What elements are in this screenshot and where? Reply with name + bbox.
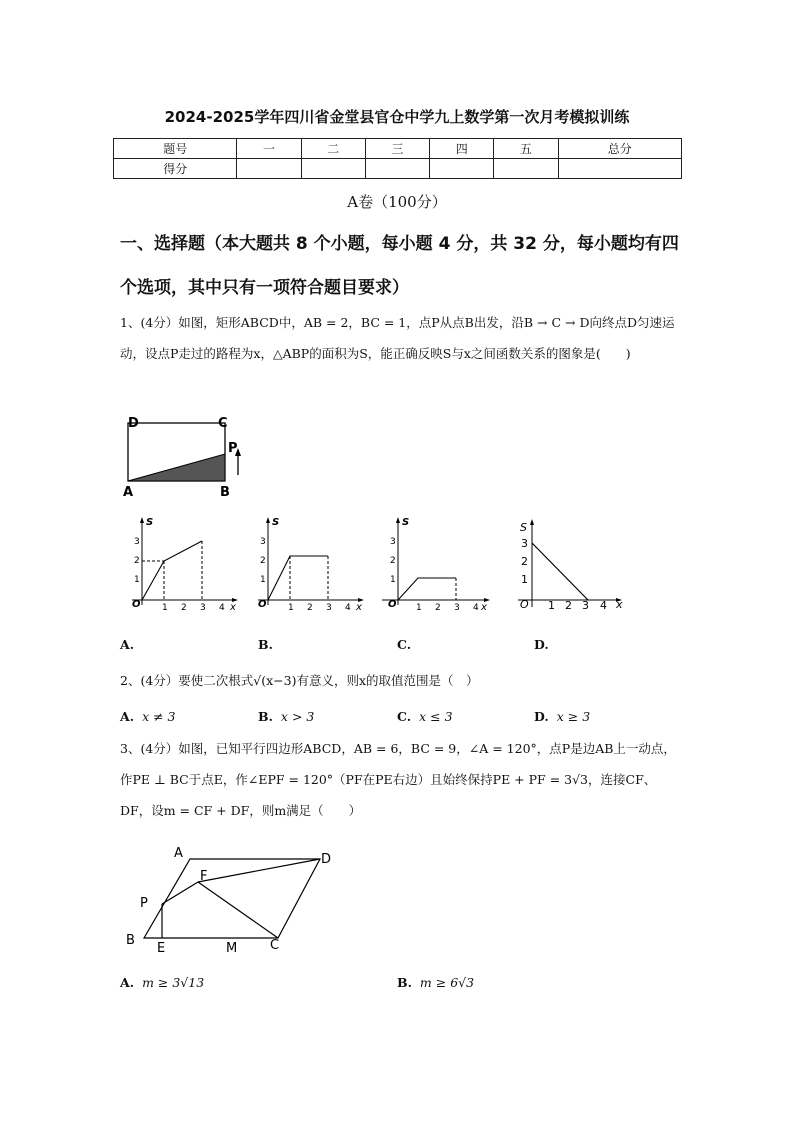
q1-option-d[interactable]: D. bbox=[534, 637, 549, 652]
q2-option-c[interactable]: C. x ≤ 3 bbox=[397, 709, 453, 724]
svg-text:3: 3 bbox=[134, 537, 140, 547]
question-1-text: 1、(4分）如图，矩形ABCD中，AB = 2，BC = 1，点P从点B出发，沿B → C → D向终点D匀速运动，设点P走过的路程为x，△ABP的面积为S，能正确反映S与x之间函数关系的图象是( ) bbox=[120, 315, 675, 361]
q1-option-c[interactable]: C. bbox=[397, 637, 412, 652]
svg-text:S: S bbox=[402, 517, 410, 528]
table-row bbox=[114, 159, 682, 179]
graph-b bbox=[248, 513, 366, 613]
q3-option-a[interactable]: A. m ≥ 3√13 bbox=[120, 975, 205, 990]
label-d: D bbox=[128, 416, 139, 431]
svg-text:2: 2 bbox=[390, 556, 396, 566]
rectangle-figure bbox=[118, 412, 253, 502]
svg-text:1: 1 bbox=[288, 603, 294, 613]
table-cell: 一 bbox=[237, 139, 301, 159]
svg-text:2: 2 bbox=[307, 603, 313, 613]
svg-text:x: x bbox=[230, 602, 236, 613]
q2-option-b[interactable]: B. x > 3 bbox=[258, 709, 315, 724]
graph-d bbox=[510, 513, 630, 613]
svg-text:1: 1 bbox=[390, 575, 396, 585]
score-input-cell[interactable] bbox=[301, 159, 365, 179]
svg-text:D: D bbox=[321, 852, 332, 867]
parallelogram-figure bbox=[120, 840, 340, 960]
section-heading: A卷（100分） bbox=[347, 193, 447, 211]
svg-text:1: 1 bbox=[162, 603, 168, 613]
svg-text:1: 1 bbox=[260, 575, 266, 585]
svg-text:x: x bbox=[616, 598, 623, 611]
svg-text:3: 3 bbox=[200, 603, 206, 613]
label-a: A bbox=[123, 485, 134, 500]
table-cell: 四 bbox=[430, 139, 494, 159]
part-heading: 一、选择题（本大题共 8 个小题，每小题 4 分，共 32 分，每小题均有四个选项，其中只有一项符合题目要求） bbox=[120, 234, 679, 298]
svg-text:3: 3 bbox=[582, 599, 589, 612]
svg-text:B: B bbox=[126, 933, 135, 948]
question-3-text: 3、(4分）如图，已知平行四边形ABCD，AB = 6，BC = 9，∠A = 120°，点P是边AB上一动点，作PE ⊥ BC于点E，作∠EPF = 120°（PF在PE右边）且始终保持PE + PF = 3√3，连接CF、DF，设m = CF + DF，则m满足（ ） bbox=[120, 741, 676, 818]
score-input-cell[interactable] bbox=[430, 159, 494, 179]
shaded-triangle bbox=[128, 454, 225, 481]
svg-text:4: 4 bbox=[219, 603, 225, 613]
score-input-cell[interactable] bbox=[494, 159, 558, 179]
score-input-cell[interactable] bbox=[365, 159, 429, 179]
svg-text:P: P bbox=[140, 896, 148, 911]
svg-text:2: 2 bbox=[181, 603, 187, 613]
svg-text:x: x bbox=[481, 602, 487, 613]
score-input-cell[interactable] bbox=[237, 159, 301, 179]
question-2-text: 2、(4分）要使二次根式√(x−3)有意义，则x的取值范围是（ ） bbox=[120, 673, 479, 688]
q1-option-b[interactable]: B. bbox=[258, 637, 273, 652]
svg-text:1: 1 bbox=[521, 573, 528, 586]
svg-text:2: 2 bbox=[565, 599, 572, 612]
score-table bbox=[113, 138, 682, 179]
svg-text:3: 3 bbox=[390, 537, 396, 547]
table-cell: 三 bbox=[365, 139, 429, 159]
score-input-cell[interactable] bbox=[558, 159, 681, 179]
q3-option-b[interactable]: B. m ≥ 6√3 bbox=[397, 975, 475, 990]
graph-a bbox=[122, 513, 240, 613]
svg-text:C: C bbox=[270, 938, 280, 953]
svg-text:2: 2 bbox=[134, 556, 140, 566]
q1-option-a[interactable]: A. bbox=[120, 637, 135, 652]
svg-text:2: 2 bbox=[260, 556, 266, 566]
svg-text:2: 2 bbox=[435, 603, 441, 613]
svg-text:2: 2 bbox=[521, 555, 528, 568]
svg-text:O: O bbox=[258, 599, 267, 610]
table-cell: 二 bbox=[301, 139, 365, 159]
svg-text:3: 3 bbox=[454, 603, 460, 613]
label-c: C bbox=[218, 416, 228, 431]
svg-text:4: 4 bbox=[600, 599, 607, 612]
label-p: P bbox=[228, 441, 238, 456]
table-cell: 得分 bbox=[114, 159, 237, 179]
svg-text:3: 3 bbox=[521, 537, 528, 550]
svg-text:S: S bbox=[272, 517, 280, 528]
svg-text:S: S bbox=[520, 521, 527, 534]
q2-option-a[interactable]: A. x ≠ 3 bbox=[120, 709, 176, 724]
svg-text:F: F bbox=[200, 869, 208, 884]
svg-text:4: 4 bbox=[345, 603, 351, 613]
svg-text:S: S bbox=[146, 517, 154, 528]
svg-text:1: 1 bbox=[416, 603, 422, 613]
svg-text:3: 3 bbox=[326, 603, 332, 613]
table-cell: 五 bbox=[494, 139, 558, 159]
table-row bbox=[114, 139, 682, 159]
svg-text:4: 4 bbox=[473, 603, 479, 613]
graph-c bbox=[378, 513, 496, 613]
svg-text:3: 3 bbox=[260, 537, 266, 547]
q2-option-d[interactable]: D. x ≥ 3 bbox=[534, 709, 591, 724]
svg-text:1: 1 bbox=[548, 599, 555, 612]
svg-text:O: O bbox=[520, 598, 529, 611]
svg-text:A: A bbox=[174, 846, 183, 861]
page-title: 2024-2025学年四川省金堂县官仓中学九上数学第一次月考模拟训练 bbox=[164, 108, 630, 126]
svg-text:M: M bbox=[226, 941, 238, 956]
svg-text:O: O bbox=[388, 599, 397, 610]
table-cell: 题号 bbox=[114, 139, 237, 159]
svg-text:x: x bbox=[356, 602, 362, 613]
label-b: B bbox=[220, 485, 230, 500]
svg-text:1: 1 bbox=[134, 575, 140, 585]
svg-text:E: E bbox=[157, 941, 166, 956]
table-cell: 总分 bbox=[558, 139, 681, 159]
svg-text:O: O bbox=[132, 599, 141, 610]
